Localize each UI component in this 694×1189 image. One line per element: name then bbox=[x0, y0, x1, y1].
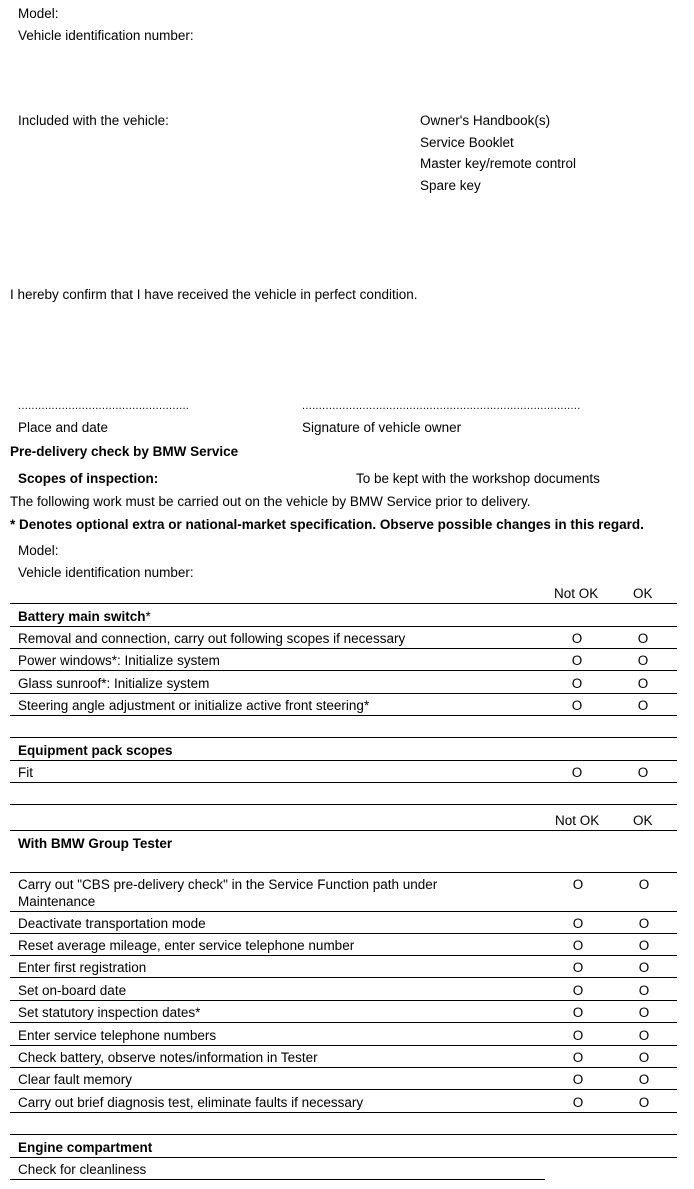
battery-row-steering-not-ok[interactable]: O bbox=[571, 698, 583, 713]
tester-row-service-phone: Enter service telephone numbers bbox=[18, 1028, 217, 1043]
tester-row-service-phone-not-ok[interactable]: O bbox=[572, 1028, 584, 1043]
battery-row-steering-ok[interactable]: O bbox=[637, 698, 649, 713]
keep-note: To be kept with the workshop documents bbox=[356, 471, 600, 486]
tester-row-inspection-dates-not-ok[interactable]: O bbox=[572, 1005, 584, 1020]
engine-section-title: Engine compartment bbox=[18, 1140, 153, 1155]
col-not-ok-header: Not OK bbox=[554, 586, 599, 601]
equipment-section-title: Equipment pack scopes bbox=[18, 743, 173, 758]
tester-row-registration: Enter first registration bbox=[18, 960, 147, 975]
included-item-handbook: Owner's Handbook(s) bbox=[420, 113, 551, 128]
col-ok-header: OK bbox=[633, 586, 653, 601]
tester-row-diagnosis-not-ok[interactable]: O bbox=[572, 1095, 584, 1110]
tester-row-mileage: Reset average mileage, enter service telephone number bbox=[18, 938, 355, 953]
optional-note: * Denotes optional extra or national-market specification. Observe possible changes in this regard. bbox=[10, 517, 644, 532]
tester-row-fault-memory-ok[interactable]: O bbox=[638, 1072, 650, 1087]
scopes-label: Scopes of inspection: bbox=[18, 471, 159, 486]
tester-row-battery-not-ok[interactable]: O bbox=[572, 1050, 584, 1065]
equipment-row-fit-ok[interactable]: O bbox=[637, 765, 649, 780]
place-date-dots: ................................................... bbox=[18, 400, 190, 412]
battery-row-power-windows-ok[interactable]: O bbox=[637, 653, 649, 668]
equipment-row-fit-not-ok[interactable]: O bbox=[571, 765, 583, 780]
tester-row-transport-not-ok[interactable]: O bbox=[572, 916, 584, 931]
battery-row-sunroof: Glass sunroof*: Initialize system bbox=[18, 676, 210, 691]
battery-row-removal-not-ok[interactable]: O bbox=[571, 631, 583, 646]
tester-row-mileage-not-ok[interactable]: O bbox=[572, 938, 584, 953]
tester-row-diagnosis: Carry out brief diagnosis test, eliminate faults if necessary bbox=[18, 1095, 364, 1110]
tester-row-inspection-dates-ok[interactable]: O bbox=[638, 1005, 650, 1020]
tester-section-title: With BMW Group Tester bbox=[18, 836, 173, 851]
engine-row-cleanliness: Check for cleanliness bbox=[18, 1162, 147, 1177]
tester-row-transport: Deactivate transportation mode bbox=[18, 916, 206, 931]
battery-section-title: Battery main switch* bbox=[18, 609, 151, 624]
confirmation-text: I hereby confirm that I have received the vehicle in perfect condition. bbox=[10, 287, 418, 302]
signature-label: Signature of vehicle owner bbox=[302, 420, 462, 435]
tester-row-diagnosis-ok[interactable]: O bbox=[638, 1095, 650, 1110]
tester-row-fault-memory-not-ok[interactable]: O bbox=[572, 1072, 584, 1087]
tester-row-registration-ok[interactable]: O bbox=[638, 960, 650, 975]
tester-row-registration-not-ok[interactable]: O bbox=[572, 960, 584, 975]
tester-row-cbs-ok[interactable]: O bbox=[638, 877, 650, 892]
intro-text: The following work must be carried out on the vehicle by BMW Service prior to delivery. bbox=[10, 494, 531, 509]
tester-row-cbs-not-ok[interactable]: O bbox=[572, 877, 584, 892]
model-label: Model: bbox=[18, 6, 59, 21]
vin-label: Vehicle identification number: bbox=[18, 28, 194, 43]
tester-row-service-phone-ok[interactable]: O bbox=[638, 1028, 650, 1043]
vin-label-2: Vehicle identification number: bbox=[18, 565, 194, 580]
tester-row-onboard-date-not-ok[interactable]: O bbox=[572, 983, 584, 998]
tester-row-fault-memory: Clear fault memory bbox=[18, 1072, 133, 1087]
battery-row-removal-ok[interactable]: O bbox=[637, 631, 649, 646]
tester-row-cbs-cont: Maintenance bbox=[18, 894, 96, 909]
col-ok-header-2: OK bbox=[633, 813, 653, 828]
tester-row-mileage-ok[interactable]: O bbox=[638, 938, 650, 953]
battery-row-steering: Steering angle adjustment or initialize active front steering* bbox=[18, 698, 370, 713]
battery-row-removal: Removal and connection, carry out following scopes if necessary bbox=[18, 631, 406, 646]
included-item-master-key: Master key/remote control bbox=[420, 156, 577, 171]
tester-row-transport-ok[interactable]: O bbox=[638, 916, 650, 931]
tester-row-cbs: Carry out "CBS pre-delivery check" in the Service Function path under bbox=[18, 877, 438, 892]
signature-dots: ................................................................................... bbox=[302, 400, 581, 412]
battery-row-sunroof-not-ok[interactable]: O bbox=[571, 676, 583, 691]
tester-row-onboard-date: Set on-board date bbox=[18, 983, 127, 998]
col-not-ok-header-2: Not OK bbox=[555, 813, 600, 828]
place-date-label: Place and date bbox=[18, 420, 109, 435]
tester-row-onboard-date-ok[interactable]: O bbox=[638, 983, 650, 998]
equipment-row-fit: Fit bbox=[18, 765, 33, 780]
included-item-service-booklet: Service Booklet bbox=[420, 135, 514, 150]
tester-row-battery: Check battery, observe notes/information in Tester bbox=[18, 1050, 318, 1065]
tester-row-inspection-dates: Set statutory inspection dates* bbox=[18, 1005, 201, 1020]
battery-row-sunroof-ok[interactable]: O bbox=[637, 676, 649, 691]
predelivery-title: Pre-delivery check by BMW Service bbox=[10, 444, 239, 459]
tester-row-battery-ok[interactable]: O bbox=[638, 1050, 650, 1065]
battery-row-power-windows-not-ok[interactable]: O bbox=[571, 653, 583, 668]
included-item-spare-key: Spare key bbox=[420, 178, 481, 193]
model-label-2: Model: bbox=[18, 543, 59, 558]
battery-row-power-windows: Power windows*: Initialize system bbox=[18, 653, 220, 668]
included-label: Included with the vehicle: bbox=[18, 113, 169, 128]
